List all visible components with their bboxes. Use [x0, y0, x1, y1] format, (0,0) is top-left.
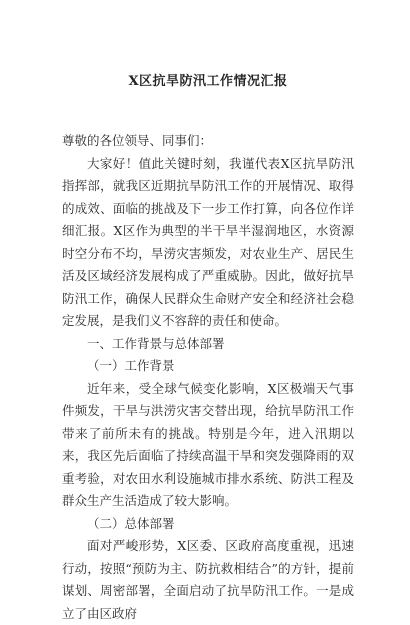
salutation: 尊敬的各位领导、同事们： — [62, 133, 213, 148]
document-title: X区抗旱防汛工作情况汇报 — [128, 74, 288, 89]
deployment-paragraph: 面对严峻形势，X区委、区政府高度重视，迅速行动，按照“预防为主、防抗救相结合”的方针，提前谋划、周密部署，全面启动了抗旱防汛工作。一是成立了由区政府 — [62, 538, 354, 621]
document-body — [62, 130, 354, 625]
intro-paragraph: 大家好！值此关键时刻，我谨代表X区抗旱防汛指挥部，就我区近期抗旱防汛工作的开展情况、取得的成效、面临的挑战及下一步工作打算，向各位作详细汇报。X区作为典型的半干旱半湿润地区，水资源时空分布不均，旱涝灾害频发，对农业生产、居民生活及区域经济发展构成了严重威胁。因此，做好抗旱防汛工作，确保人民群众生命财产安全和经济社会稳定发展，是我们义不容辞的责任和使命。 — [62, 155, 354, 328]
background-paragraph: 近年来，受全球气候变化影响，X区极端天气事件频发，干旱与洪涝灾害交替出现，给抗旱防汛工作带来了前所未有的挑战。特别是今年，进入汛期以来，我区先后面临了持续高温干旱和突发强降雨的双重考验，对农田水利设施城市排水系统、防洪工程及群众生产生活造成了较大影响。 — [62, 380, 354, 508]
subheading-deployment: （二）总体部署 — [87, 515, 175, 531]
section-heading-background-deployment: 一、工作背景与总体部署 — [87, 335, 225, 351]
subheading-background: （一）工作背景 — [87, 358, 175, 373]
